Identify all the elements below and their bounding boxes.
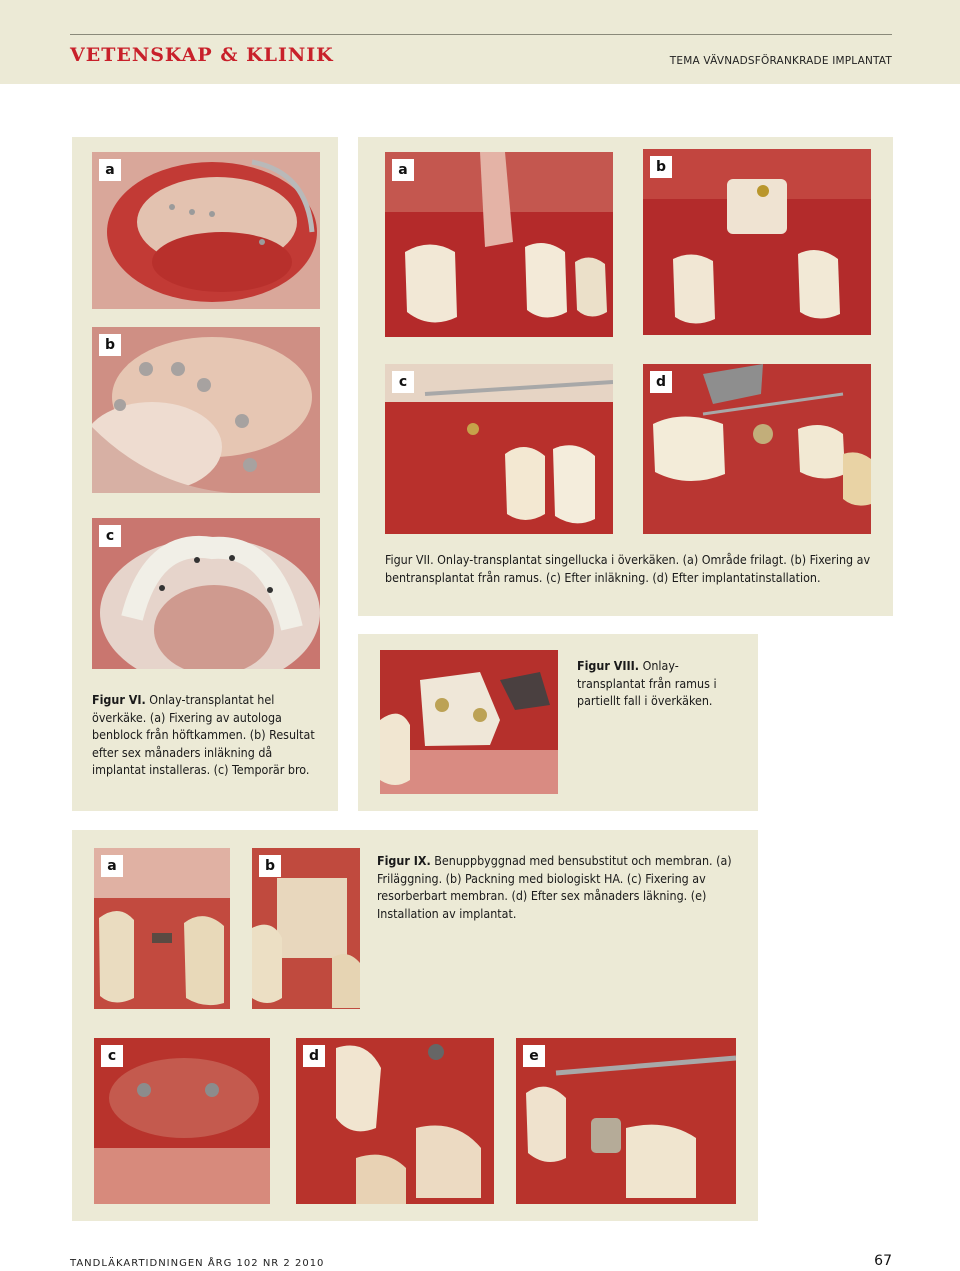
figure-6b-photo xyxy=(92,327,320,493)
figure-9e-label: e xyxy=(523,1045,545,1067)
figure-6c-label: c xyxy=(99,525,121,547)
figure-9b-label: b xyxy=(259,855,281,877)
figure-9-caption-text: Benuppbyggnad med bensubstitut och membran. (a) Friläggning. (b) Packning med biologiskt HA. (c) Fixering av resorberbart membran. (d) Efter sex månaders läkning. (e) Installation av implantat. xyxy=(377,853,732,921)
figure-7-caption xyxy=(385,551,875,586)
figure-6a-label: a xyxy=(99,159,121,181)
figure-7b-label: b xyxy=(650,156,672,178)
figure-9a-photo xyxy=(94,848,230,1009)
figure-9c-label: c xyxy=(101,1045,123,1067)
section-title: VETENSKAP & KLINIK xyxy=(70,44,334,66)
figure-9d-label: d xyxy=(303,1045,325,1067)
section-topic: TEMA VÄVNADSFÖRANKRADE IMPLANTAT xyxy=(669,55,892,67)
figure-7c-label: c xyxy=(392,371,414,393)
figure-9c-photo xyxy=(94,1038,270,1204)
header-band xyxy=(0,0,960,84)
figure-6-caption-text: Onlay-transplantat hel överkäke. (a) Fixering av autologa benblock från höftkammen. (b) Resultat efter sex månaders inläkning då implantat installeras. (c) Temporär bro. xyxy=(92,692,315,777)
figure-6a-photo xyxy=(92,152,320,309)
footer-journal: TANDLÄKARTIDNINGEN ÅRG 102 NR 2 2010 xyxy=(70,1258,325,1269)
figure-7a-label: a xyxy=(392,159,414,181)
figure-9a-label: a xyxy=(101,855,123,877)
figure-9-caption-title: Figur IX. xyxy=(377,853,431,868)
figure-7a-photo xyxy=(385,152,613,337)
figure-9-caption xyxy=(377,852,737,922)
figure-8-caption xyxy=(577,657,747,710)
figure-6-caption xyxy=(92,691,318,779)
figure-9e-photo xyxy=(516,1038,736,1204)
figure-7d-label: d xyxy=(650,371,672,393)
figure-7d-photo xyxy=(643,364,871,534)
page-number: 67 xyxy=(874,1253,892,1269)
figure-7-caption-title: Figur VII. xyxy=(385,552,434,567)
figure-8-caption-text: Onlay-transplantat från ramus i partiellt fall i överkäken. xyxy=(577,658,717,708)
figure-7-panel xyxy=(358,137,893,616)
figure-6-caption-title: Figur VI. xyxy=(92,692,146,707)
figure-8-photo xyxy=(380,650,558,794)
figure-9d-photo xyxy=(296,1038,494,1204)
figure-6c-photo xyxy=(92,518,320,669)
figure-7b-photo xyxy=(643,149,871,335)
figure-9b-photo xyxy=(252,848,360,1009)
figure-6b-label: b xyxy=(99,334,121,356)
figure-7c-photo xyxy=(385,364,613,534)
figure-7-caption-text: Onlay-transplantat singellucka i överkäken. (a) Område frilagt. (b) Fixering av bentransplantat från ramus. (c) Efter inläkning. (d) Efter implantatinstallation. xyxy=(385,552,871,585)
figure-8-caption-title: Figur VIII. xyxy=(577,658,640,673)
header-rule xyxy=(70,34,892,35)
